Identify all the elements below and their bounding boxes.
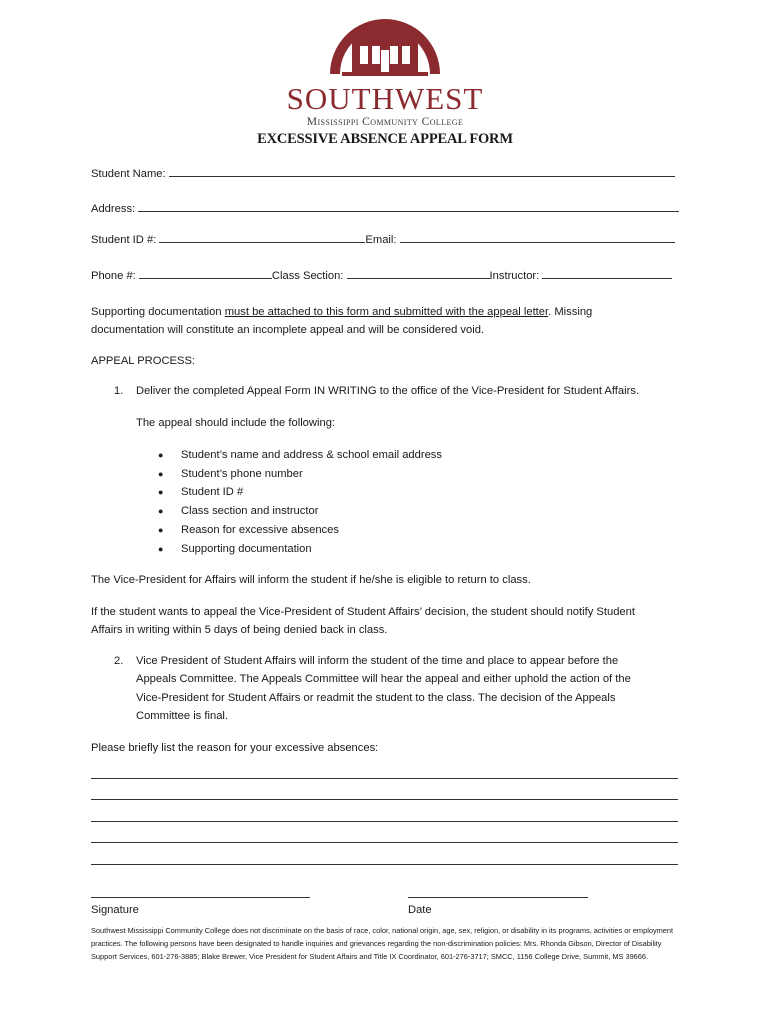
student-name-field[interactable] [169, 164, 675, 177]
reason-line[interactable] [91, 864, 678, 865]
process-heading: APPEAL PROCESS: [91, 355, 196, 367]
address-row [91, 199, 679, 218]
supporting-underlined: must be attached to this form and submitted with the appeal letter [224, 306, 549, 318]
list-item: ● Student’s phone number [158, 465, 303, 483]
non-discrimination-footer: Southwest Mississippi Community College does not discriminate on the basis of race, color, national origin, age, sex, religion, or disability in its programs, activities or employment practices. The following persons have been designated to handle inquiries and grievances regarding the non-discrimination policies: Mrs. Rhonda Gibson, Director of Disability Support Services, 601-276-3885; Blake Brewer, Vice President for Student Affairs and Title IX Coordinator, 601-276-3717; SMCC, 1156 College Drive, Summit, MS 39666. [91, 926, 674, 962]
appeal-decision-line-1: If the student wants to appeal the Vice-President of Student Affairs’ decision, the student should notify Student [91, 606, 635, 618]
step-1-number: 1. [114, 385, 124, 397]
bullet-icon: ● [158, 525, 164, 535]
student-id-label: Student ID #: [91, 234, 157, 246]
step-1-text: Deliver the completed Appeal Form IN WRITING to the office of the Vice-President for Student Affairs. [136, 385, 640, 397]
supporting-line-2: documentation will constitute an incomplete appeal and will be considered void. [91, 324, 485, 336]
phone-field[interactable] [139, 266, 272, 279]
instructor-label: Instructor: [489, 270, 540, 282]
step-2-line: Vice President of Student Affairs will inform the student of the time and place to appear before the [136, 655, 619, 667]
instructor-field[interactable] [542, 266, 672, 279]
reason-line[interactable] [91, 799, 678, 800]
student-id-field[interactable] [159, 230, 365, 243]
step-2-line: Appeals Committee. The Appeals Committee will hear the appeal and either uphold the action of the [136, 673, 631, 685]
address-label: Address: [91, 203, 136, 215]
signature-field[interactable] [91, 897, 310, 898]
phone-label: Phone #: [91, 270, 136, 282]
list-item: ● Supporting documentation [158, 540, 312, 558]
bullet-icon: ● [158, 469, 164, 479]
step-2-line: Vice-President for Student Affairs or readmit the student to the class. The decision of the Appeals [136, 692, 616, 704]
include-heading: The appeal should include the following: [136, 417, 336, 429]
bullet-icon: ● [158, 450, 164, 460]
class-section-label: Class Section: [271, 270, 344, 282]
phone-class-row [91, 266, 672, 285]
class-section-field[interactable] [347, 266, 490, 279]
reason-line[interactable] [91, 842, 678, 843]
college-logo [270, 8, 500, 126]
date-field[interactable] [408, 897, 588, 898]
list-item: ● Student ID # [158, 483, 243, 501]
reason-line[interactable] [91, 821, 678, 822]
step-2-number: 2. [114, 655, 124, 667]
id-email-row [91, 230, 675, 249]
form-title: EXCESSIVE ABSENCE APPEAL FORM [257, 131, 513, 147]
reason-line[interactable] [91, 778, 678, 779]
vp-inform-text: The Vice-President for Affairs will inform the student if he/she is eligible to return to class. [91, 574, 531, 586]
logo-subtitle: Mississippi Community College [306, 115, 464, 128]
reason-prompt: Please briefly list the reason for your excessive absences: [91, 742, 379, 754]
email-field[interactable] [400, 230, 675, 243]
supporting-suffix: . Missing [548, 306, 593, 318]
supporting-line-1 [91, 303, 592, 321]
address-field[interactable] [138, 199, 679, 212]
logo-name: SOUTHWEST [286, 81, 484, 116]
bullet-icon: ● [158, 544, 164, 554]
step-2-line: Committee is final. [136, 710, 229, 722]
college-building-icon [322, 8, 448, 80]
signature-label: Signature [91, 904, 139, 916]
bullet-icon: ● [158, 506, 164, 516]
student-name-row [91, 164, 675, 183]
appeal-decision-line-2: Affairs in writing within 5 days of being denied back in class. [91, 624, 388, 636]
bullet-icon: ● [158, 487, 164, 497]
email-label: Email: [365, 234, 397, 246]
date-label: Date [408, 904, 432, 916]
list-item: ● Reason for excessive absences [158, 521, 339, 539]
list-item: ● Student’s name and address & school email address [158, 446, 442, 464]
supporting-prefix: Supporting documentation [91, 306, 225, 318]
student-name-label: Student Name: [91, 168, 166, 180]
list-item: ● Class section and instructor [158, 502, 318, 520]
